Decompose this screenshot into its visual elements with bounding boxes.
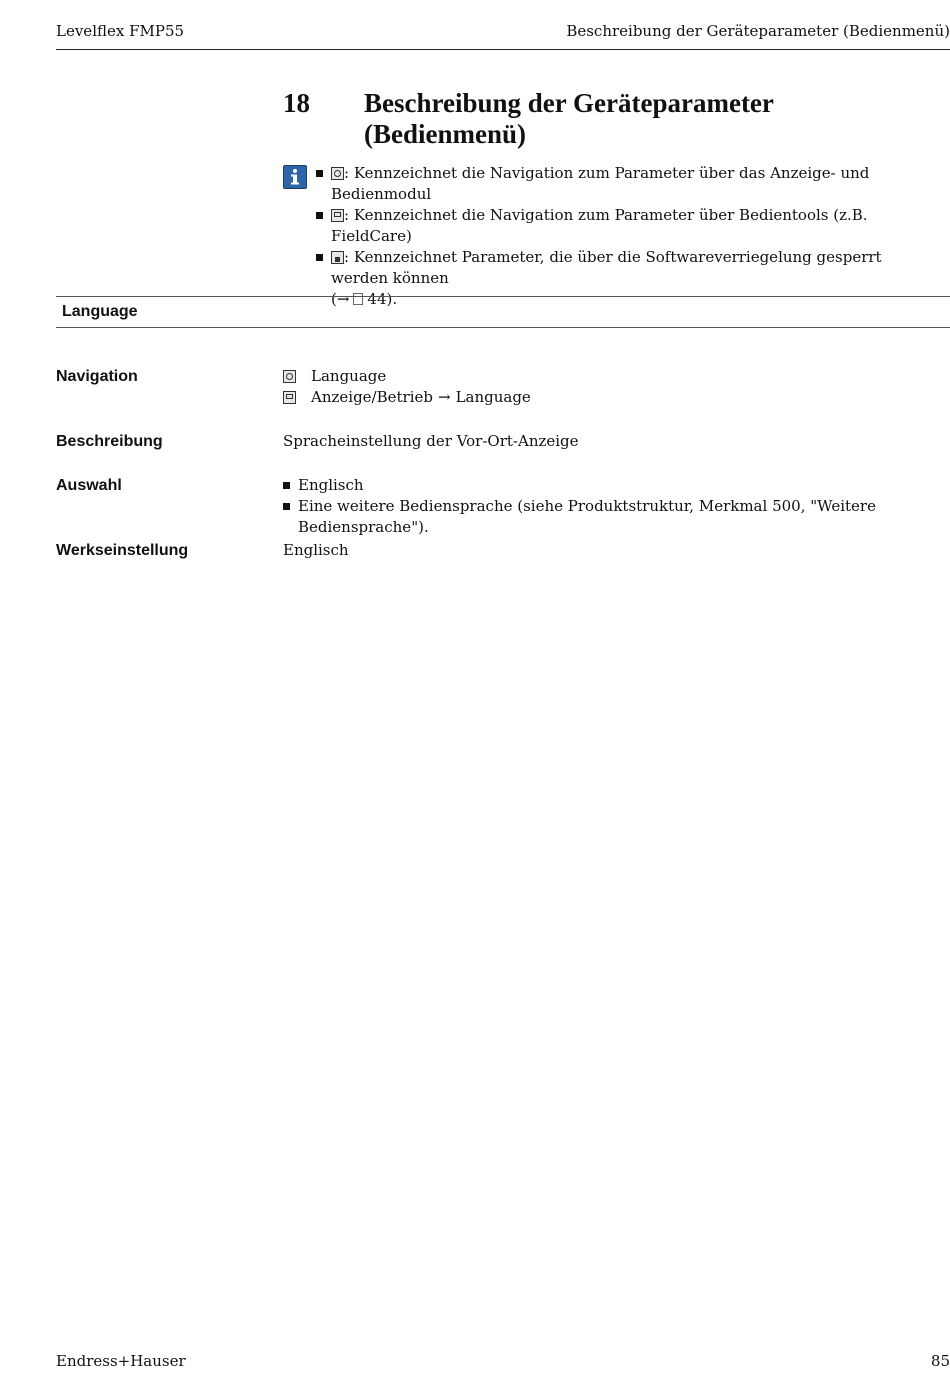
ref-prefix: (→ xyxy=(331,290,350,308)
param-label: Werkseinstellung xyxy=(56,542,189,559)
param-value: Spracheinstellung der Vor-Ort-Anzeige xyxy=(283,432,579,450)
info-list xyxy=(283,163,940,289)
info-item-text: : Kennzeichnet Parameter, die über die Softwareverriegelung gesperrt werden können xyxy=(331,248,882,287)
info-icon xyxy=(283,165,307,189)
nav-display-path xyxy=(283,366,940,387)
param-label: Auswahl xyxy=(56,477,122,494)
nav-tool-from: Anzeige/Betrieb xyxy=(311,388,433,406)
footer-company: Endress+Hauser xyxy=(56,1352,186,1370)
display-module-icon xyxy=(283,370,296,383)
list-item: Eine weitere Bediensprache (siehe Produktstruktur, Merkmal 500, "Weitere Bediensprache"). xyxy=(283,496,940,538)
selection-list xyxy=(283,475,940,538)
param-value xyxy=(283,475,940,538)
arrow-right-icon: → xyxy=(437,388,451,406)
header-product: Levelflex FMP55 xyxy=(56,22,185,40)
info-item-display xyxy=(316,163,940,205)
lock-icon xyxy=(331,251,344,264)
operating-tool-icon xyxy=(283,391,296,404)
nav-tool-path xyxy=(283,387,940,408)
param-label: Navigation xyxy=(56,368,138,385)
operating-tool-icon xyxy=(331,209,344,222)
display-module-icon xyxy=(331,167,344,180)
page-footer xyxy=(56,1352,950,1370)
param-value xyxy=(283,366,940,408)
param-label: Beschreibung xyxy=(56,433,163,450)
info-item-lock xyxy=(316,247,940,289)
info-item-tool xyxy=(316,205,940,247)
header-section-title: Beschreibung der Geräteparameter (Bedienmenü) xyxy=(566,22,950,40)
section-title: Language xyxy=(56,296,950,328)
chapter-heading xyxy=(283,88,910,150)
list-item: Englisch xyxy=(283,475,940,496)
chapter-title: Beschreibung der Geräteparameter (Bedienmenü) xyxy=(364,88,774,149)
chapter-number: 18 xyxy=(283,88,310,118)
ref-page[interactable]: 44 xyxy=(367,290,387,308)
info-box xyxy=(283,163,940,310)
info-item-text: : Kennzeichnet die Navigation zum Parameter über das Anzeige- und Bedienmodul xyxy=(331,164,870,203)
page-header xyxy=(56,20,950,50)
nav-display-text: Language xyxy=(311,367,387,385)
info-item-text: : Kennzeichnet die Navigation zum Parameter über Bedientools (z.B. FieldCare) xyxy=(331,206,868,245)
param-value: Englisch xyxy=(283,541,349,559)
nav-tool-to: Language xyxy=(455,388,531,406)
ref-suffix: ). xyxy=(386,290,398,308)
page-number: 85 xyxy=(930,1352,950,1370)
